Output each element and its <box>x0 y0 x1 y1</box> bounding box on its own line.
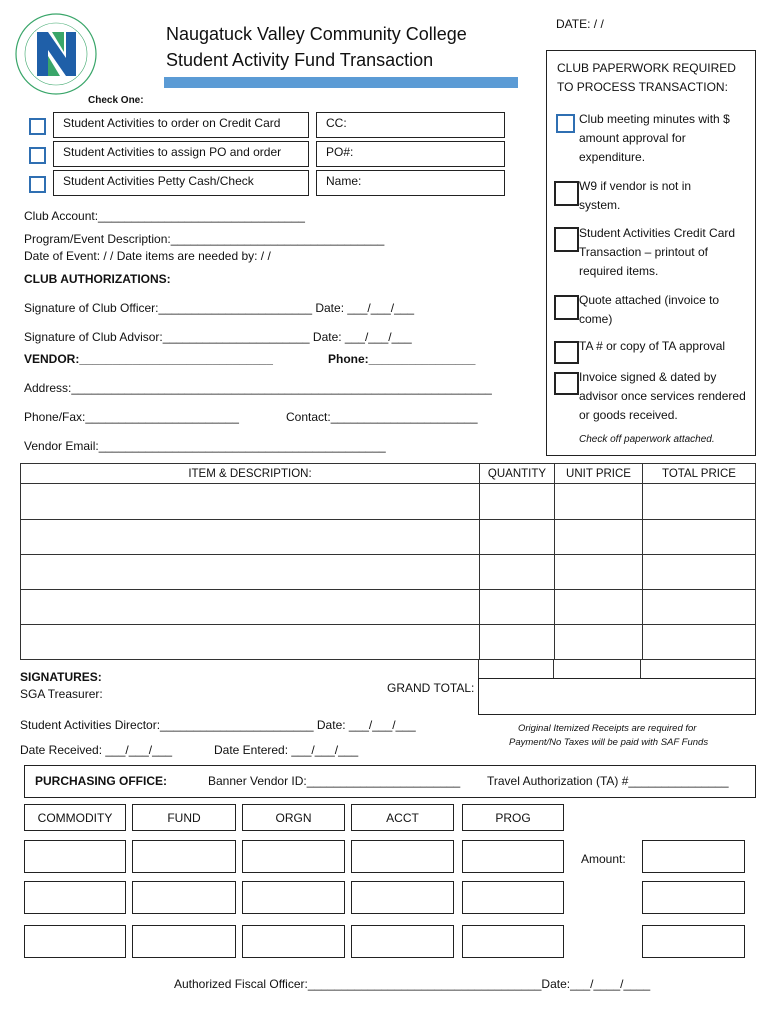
table-row <box>21 520 756 555</box>
table-row <box>21 555 756 590</box>
paperwork-heading: CLUB PAPERWORK REQUIRED TO PROCESS TRANSACTION: <box>557 61 736 94</box>
contact-field[interactable]: Contact:______________________ <box>286 410 478 424</box>
address-field[interactable]: Address:_______________________________________________________________ <box>24 381 492 395</box>
total-price-header: TOTAL PRICE <box>643 464 756 484</box>
option-credit-card-checkbox[interactable] <box>29 118 46 135</box>
date-entered-field[interactable]: Date Entered: ___/___/___ <box>214 743 359 757</box>
sga-treasurer-label[interactable]: SGA Treasurer: <box>20 687 103 701</box>
po-field[interactable]: PO#: <box>316 141 505 167</box>
club-authorizations-heading: CLUB AUTHORIZATIONS: <box>24 272 171 286</box>
purchasing-office-label: PURCHASING OFFICE: <box>35 774 167 788</box>
acct-input[interactable] <box>351 840 454 873</box>
fund-header: FUND <box>132 804 236 831</box>
option-petty-cash-label: Student Activities Petty Cash/Check <box>53 170 309 196</box>
name-field[interactable]: Name: <box>316 170 505 196</box>
banner-vendor-id-field[interactable]: Banner Vendor ID:_______________________ <box>208 774 461 788</box>
sga-logo-graphic <box>12 12 100 96</box>
commodity-input[interactable] <box>24 881 126 914</box>
program-description-field[interactable]: Program/Event Description:________________________________ <box>24 232 385 246</box>
fund-input[interactable] <box>132 840 236 873</box>
college-name: Naugatuck Valley Community College <box>166 24 467 44</box>
prog-input[interactable] <box>462 925 564 958</box>
title-accent-bar <box>164 77 518 88</box>
prog-input[interactable] <box>462 881 564 914</box>
vendor-email-field[interactable]: Vendor Email:___________________________________________ <box>24 439 386 453</box>
option-petty-cash-checkbox[interactable] <box>29 176 46 193</box>
paperwork-w9-checkbox[interactable] <box>554 181 579 206</box>
form-title: Student Activity Fund Transaction <box>166 50 434 70</box>
table-column-tail <box>640 659 641 679</box>
amount-input[interactable] <box>642 925 745 958</box>
date-of-event-field[interactable]: Date of Event: / / Date items are needed by: / / <box>24 249 271 263</box>
paperwork-footer: Check off paperwork attached. <box>579 434 715 445</box>
items-table <box>20 463 756 660</box>
date-received-field[interactable]: Date Received: ___/___/___ <box>20 743 173 757</box>
table-row <box>21 625 756 660</box>
fund-input[interactable] <box>132 881 236 914</box>
quantity-header: QUANTITY <box>480 464 555 484</box>
check-one-label: Check One: <box>88 95 144 106</box>
unit-price-header: UNIT PRICE <box>555 464 643 484</box>
sga-logo <box>12 12 100 96</box>
paperwork-quote-label: Quote attached (invoice to come) <box>579 293 720 326</box>
vendor-phone-field[interactable]: Phone:________________ <box>328 352 476 366</box>
table-column-tail <box>478 659 479 679</box>
phone-fax-field[interactable]: Phone/Fax:_______________________ <box>24 410 239 424</box>
signatures-heading: SIGNATURES: <box>20 670 102 684</box>
paperwork-minutes-checkbox[interactable] <box>556 114 575 133</box>
orgn-header: ORGN <box>242 804 345 831</box>
option-po-label: Student Activities to assign PO and order <box>53 141 309 167</box>
date-field[interactable]: DATE: / / <box>556 17 604 31</box>
paperwork-credit-card-label: Student Activities Credit Card Transaction – printout of required items. <box>579 226 736 278</box>
amount-input[interactable] <box>642 840 745 873</box>
prog-header: PROG <box>462 804 564 831</box>
table-row <box>21 590 756 625</box>
cc-field[interactable]: CC: <box>316 112 505 138</box>
option-po-checkbox[interactable] <box>29 147 46 164</box>
acct-input[interactable] <box>351 881 454 914</box>
amount-input[interactable] <box>642 881 745 914</box>
table-column-tail <box>553 659 554 679</box>
travel-authorization-field[interactable]: Travel Authorization (TA) #_______________ <box>487 774 729 788</box>
vendor-field[interactable]: VENDOR:_____________________________ <box>24 352 273 366</box>
acct-header: ACCT <box>351 804 454 831</box>
table-column-tail <box>755 659 756 679</box>
paperwork-invoice-checkbox[interactable] <box>554 372 579 395</box>
grand-total-label: GRAND TOTAL: <box>387 681 475 695</box>
commodity-input[interactable] <box>24 925 126 958</box>
commodity-input[interactable] <box>24 840 126 873</box>
option-credit-card-label: Student Activities to order on Credit Card <box>53 112 309 138</box>
club-advisor-signature[interactable]: Signature of Club Advisor:______________________ Date: ___/___/___ <box>24 330 412 344</box>
paperwork-ta-checkbox[interactable] <box>554 341 579 364</box>
commodity-header: COMMODITY <box>24 804 126 831</box>
club-officer-signature[interactable]: Signature of Club Officer:_______________________ Date: ___/___/___ <box>24 301 415 315</box>
item-description-header: ITEM & DESCRIPTION: <box>21 464 480 484</box>
club-account-field[interactable]: Club Account:_______________________________ <box>24 209 305 223</box>
paperwork-w9-label: W9 if vendor is not in system. <box>579 179 692 212</box>
orgn-input[interactable] <box>242 881 345 914</box>
orgn-input[interactable] <box>242 840 345 873</box>
paperwork-credit-card-checkbox[interactable] <box>554 227 579 252</box>
table-row <box>21 484 756 520</box>
authorized-fiscal-officer-signature[interactable]: Authorized Fiscal Officer:___________________________________Date:___/____/____ <box>174 977 651 991</box>
amount-label: Amount: <box>581 852 626 866</box>
paperwork-invoice-label: Invoice signed & dated by advisor once services rendered or goods received. <box>579 370 746 422</box>
paperwork-ta-label: TA # or copy of TA approval <box>579 339 726 353</box>
receipts-note-line-1: Original Itemized Receipts are required for <box>518 723 697 734</box>
prog-input[interactable] <box>462 840 564 873</box>
receipts-note-line-2: Payment/No Taxes will be paid with SAF Funds <box>509 737 709 748</box>
fund-input[interactable] <box>132 925 236 958</box>
paperwork-quote-checkbox[interactable] <box>554 295 579 320</box>
orgn-input[interactable] <box>242 925 345 958</box>
director-signature[interactable]: Student Activities Director:_______________________ Date: ___/___/___ <box>20 718 416 732</box>
grand-total-field[interactable] <box>478 678 756 715</box>
acct-input[interactable] <box>351 925 454 958</box>
paperwork-minutes-label: Club meeting minutes with $ amount approval for expenditure. <box>579 112 730 164</box>
